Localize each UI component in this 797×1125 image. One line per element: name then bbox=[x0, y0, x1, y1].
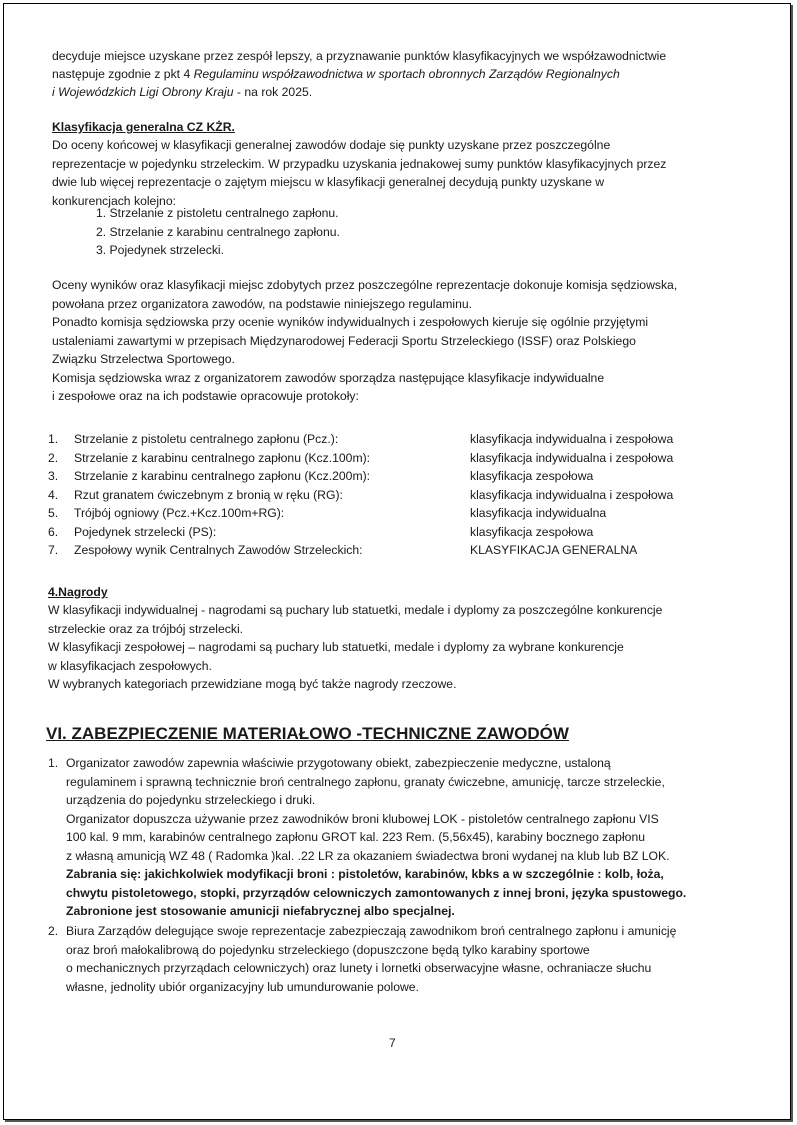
general-line: Do oceny końcowej w klasyfikacji generalnej zawodów dodaje się punkty uzyskane przez poszczególne bbox=[52, 138, 611, 152]
classification-type: klasyfikacja indywidualna i zespołowa bbox=[470, 487, 674, 502]
list-item: 4. Rzut granatem ćwiczebnym z bronią w ręku (RG): bbox=[48, 487, 343, 502]
prohibition-line: Zabrania się: jakichkolwiek modyfikacji broni : pistoletów, karabinów, kbks a w szczególnie : kolb, łoża, bbox=[66, 867, 664, 881]
item-line: oraz broń małokalibrową do pojedynku strzeleckiego (dopuszczone będą tylko karabiny sportowe bbox=[66, 942, 590, 957]
item-line: o mechanicznych przyrządach celowniczych) oraz lunety i lornetki obserwacyjne własne, ochraniacze słuchu bbox=[66, 961, 652, 975]
list-item: 5. Trójbój ogniowy (Pcz.+Kcz.100m+RG): bbox=[48, 506, 285, 520]
item-line: Organizator zawodów zapewnia właściwie przygotowany obiekt, zabezpieczenie medyczne, ustaloną bbox=[66, 756, 611, 770]
jury-line: i zespołowe oraz na ich podstawie opracowuje protokoły: bbox=[52, 389, 359, 403]
jury-line: ustaleniami zawartymi w przepisach Międzynarodowej Federacji Sportu Strzeleckiego (ISSF) oraz Polskiego bbox=[52, 333, 636, 348]
item-line: urządzenia do pojedynku strzeleckiego i druki. bbox=[66, 793, 316, 807]
list-item: 6. Pojedynek strzelecki (PS): bbox=[48, 524, 217, 539]
jury-line: Związku Strzelectwa Sportowego. bbox=[52, 352, 235, 366]
list-item: 1. Strzelanie z pistoletu centralnego zapłonu (Pcz.): bbox=[48, 432, 339, 446]
item-number: 2. bbox=[48, 924, 59, 938]
awards-line: W klasyfikacji indywidualnej - nagrodami są puchary lub statuetki, medale i dyplomy za poszczególne konkurencje bbox=[48, 603, 663, 617]
item-line: z własną amunicją WZ 48 ( Radomka )kal. .22 LR za okazaniem świadectwa broni wydanej na klub lub BZ LOK. bbox=[66, 848, 670, 863]
general-line: reprezentacje w pojedynku strzeleckim. W przypadku uzyskania jednakowej sumy punktów klasyfikacyjnych przez bbox=[52, 156, 667, 171]
awards-line: W klasyfikacji zespołowej – nagrodami są puchary lub statuetki, medale i dyplomy za wybrane konkurencje bbox=[48, 640, 624, 654]
section6-item1 bbox=[66, 754, 686, 921]
prohibition-line: chwytu pistoletowego, stopki, przyrządów celowniczych zamontowanych z innej broni, języka spustowego. bbox=[66, 885, 687, 900]
general-line: dwie lub więcej reprezentacje o zajętym miejscu w klasyfikacji generalnej decydują punkty uzyskane w bbox=[52, 175, 605, 189]
section6-item2 bbox=[66, 922, 676, 996]
item-line: własne, jednolity ubiór organizacyjny lub umundurowanie polowe. bbox=[66, 979, 419, 994]
list-item: 2. Strzelanie z karabinu centralnego zapłonu. bbox=[96, 224, 340, 239]
list-item: 7. Zespołowy wynik Centralnych Zawodów Strzeleckich: bbox=[48, 543, 363, 557]
classification-type: klasyfikacja indywidualna bbox=[470, 506, 607, 520]
list-item: 2. Strzelanie z karabinu centralnego zapłonu (Kcz.100m): bbox=[48, 450, 371, 465]
intro-line-1: decyduje miejsce uzyskane przez zespół lepszy, a przyznawanie punktów klasyfikacyjnych we współzawodnictwie bbox=[52, 49, 667, 63]
list-item: 3. Pojedynek strzelecki. bbox=[96, 243, 225, 257]
jury-line: Ponadto komisja sędziowska przy ocenie wyników indywidualnych i zespołowych kieruje się ogólnie przyjętymi bbox=[52, 315, 649, 329]
tiebreak-order-list bbox=[96, 204, 340, 260]
classifications-names bbox=[48, 430, 370, 560]
jury-line: powołana przez organizatora zawodów, na podstawie niniejszego regulaminu. bbox=[52, 296, 473, 311]
general-classification-text bbox=[52, 136, 666, 210]
item-line: 100 kal. 9 mm, karabinów centralnego zapłonu GROT kal. 223 Rem. (5,56x45), karabiny bocznego zapłonu bbox=[66, 830, 646, 844]
intro-line-2: następuje zgodnie z pkt 4 Regulaminu współzawodnictwa w sportach obronnych Zarządów Regionalnych bbox=[52, 67, 620, 81]
item-line: regulaminem i sprawną technicznie broń centralnego zapłonu, granaty ćwiczebne, amunicję, tarcze strzeleckie, bbox=[66, 774, 665, 789]
intro-paragraph bbox=[52, 47, 666, 101]
classification-type: klasyfikacja indywidualna i zespołowa bbox=[470, 432, 674, 446]
section-heading: VI. ZABEZPIECZENIE MATERIAŁOWO -TECHNICZNE ZAWODÓW bbox=[46, 724, 569, 743]
jury-line: Komisja sędziowska wraz z organizatorem zawodów sporządza następujące klasyfikacje indywidualne bbox=[52, 370, 605, 385]
list-item: 3. Strzelanie z karabinu centralnego zapłonu (Kcz.200m): bbox=[48, 469, 371, 483]
general-line: konkurencjach kolejno: bbox=[52, 193, 176, 208]
classification-type: KLASYFIKACJA GENERALNA bbox=[470, 543, 638, 557]
item-line: Biura Zarządów delegujące swoje reprezentacje zabezpieczają zawodnikom broń centralnego zapłonu i amunicję bbox=[66, 924, 677, 938]
item-number: 1. bbox=[48, 756, 59, 770]
classification-type: klasyfikacja indywidualna i zespołowa bbox=[470, 450, 674, 465]
intro-line-3: i Wojewódzkich Ligi Obrony Kraju - na rok 2025. bbox=[52, 85, 313, 99]
item-line: Organizator dopuszcza używanie przez zawodników broni klubowej LOK - pistoletów centralnego zapłonu VIS bbox=[66, 811, 659, 826]
prohibition-line: Zabronione jest stosowanie amunicji niefabrycznej albo specjalnej. bbox=[66, 904, 455, 918]
awards-heading: 4.Nagrody bbox=[48, 585, 108, 599]
awards-line: w klasyfikacjach zespołowych. bbox=[48, 658, 212, 673]
classifications-types bbox=[470, 430, 673, 560]
classification-type: klasyfikacja zespołowa bbox=[470, 469, 594, 483]
awards-line: W wybranych kategoriach przewidziane mogą być także nagrody rzeczowe. bbox=[48, 677, 457, 691]
list-item: 1. Strzelanie z pistoletu centralnego zapłonu. bbox=[96, 206, 339, 220]
jury-paragraph bbox=[52, 276, 677, 406]
page-number: 7 bbox=[389, 1036, 396, 1050]
awards-line: strzeleckie oraz za trójbój strzelecki. bbox=[48, 621, 244, 636]
classification-type: klasyfikacja zespołowa bbox=[470, 524, 594, 539]
jury-line: Oceny wyników oraz klasyfikacji miejsc zdobytych przez poszczególne reprezentacje dokonuje komisja sędziowska, bbox=[52, 278, 678, 292]
awards-paragraph bbox=[48, 601, 662, 694]
general-classification-heading: Klasyfikacja generalna CZ KŻR. bbox=[52, 120, 235, 134]
